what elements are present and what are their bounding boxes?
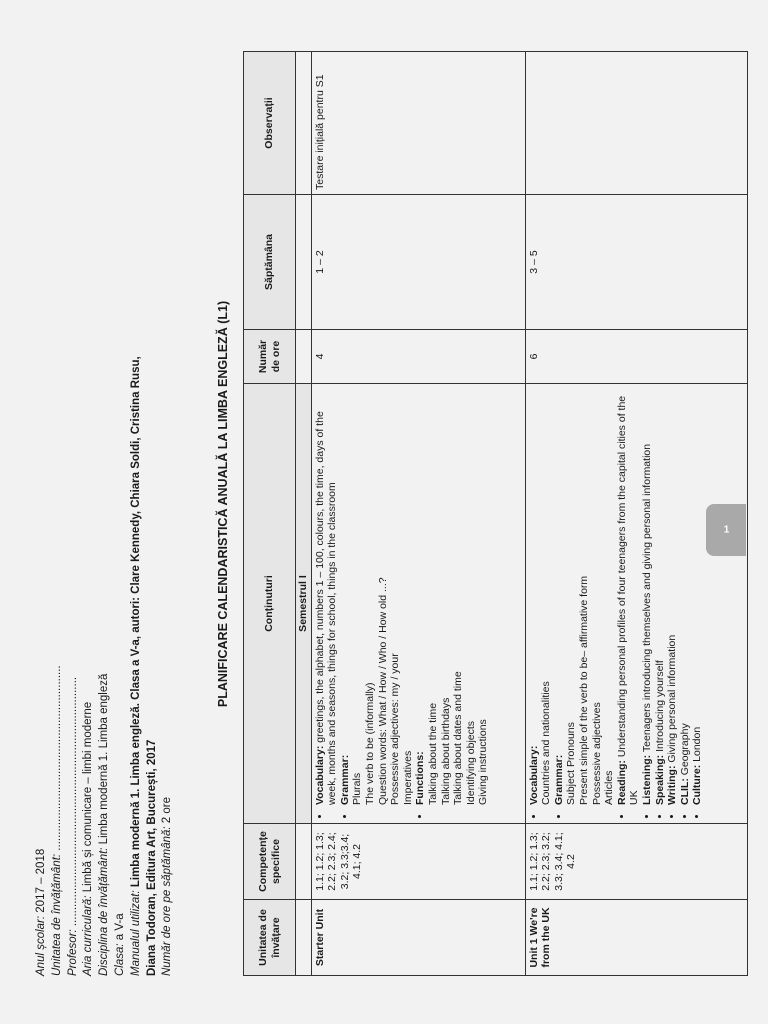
hours-cell: 4 bbox=[311, 330, 525, 384]
document-header bbox=[34, 356, 176, 976]
header-discipline: Disciplina de învățământ: Limba modernă 1. Limba engleză bbox=[98, 673, 111, 976]
header-curricular-area: Aria curriculară: Limbă și comunicare – limbi moderne bbox=[82, 701, 95, 976]
vocabulary-item: • Vocabulary: greetings, the alphabet, numbers 1 – 100, colours, the time, days of the week, months and seasons, things for school, things in the classroom bbox=[314, 388, 339, 805]
functions-item: • Functions: Talking about the time Talking about birthdays Talking about dates and time Identifying objects Giving instructions bbox=[414, 388, 490, 805]
culture-item: • Culture: London bbox=[691, 388, 704, 805]
contents-cell bbox=[525, 384, 747, 824]
speaking-item: • Speaking: Introducing yourself bbox=[654, 388, 667, 805]
document-title: PLANIFICARE CALENDARISTICĂ ANUALĂ LA LIMBA ENGLEZĂ (L1) bbox=[216, 300, 230, 708]
unit-name: Unit 1 We're from the UK bbox=[525, 900, 747, 976]
reading-item: • Reading: Understanding personal profiles of four teenagers from the capital cities of the UK bbox=[616, 388, 641, 805]
header-textbook: Manualul utilizat: Limba modernă 1. Limba engleză. Clasa a V-a, autori: Clare Kennedy, Chiara Soldi, Cristina Rusu, bbox=[129, 356, 142, 976]
grammar-item: • Grammar: Subject Pronouns Present simple of the verb to be– affirmative form Possessive adjectives Articles bbox=[553, 388, 616, 805]
header-school-unit: Unitatea de învățământ: .......................................................... bbox=[50, 665, 63, 976]
page-number-tab bbox=[706, 504, 746, 556]
column-header-competences: Competențe specifice bbox=[244, 824, 296, 900]
column-header-hours: Număr de ore bbox=[244, 330, 296, 384]
page-number: 1 bbox=[723, 524, 729, 536]
column-header-observations: Observații bbox=[244, 52, 296, 195]
column-header-contents: Conținuturi bbox=[244, 384, 296, 824]
listening-item: • Listening: Teenagers introducing themselves and giving personal information bbox=[641, 388, 654, 805]
header-textbook-authors: Diana Todoran, Editura Art, București, 2017 bbox=[145, 739, 158, 976]
header-class: Clasa: a V-a bbox=[113, 913, 126, 976]
column-header-week: Săptămâna bbox=[244, 195, 296, 330]
writing-item: • Writing: Giving personal information bbox=[666, 388, 679, 805]
vocabulary-item: • Vocabulary: Countries and nationalities bbox=[528, 388, 553, 805]
header-teacher: Profesor: .............................................................................. bbox=[66, 676, 79, 976]
unit-name: Starter Unit bbox=[311, 900, 525, 976]
observations-cell bbox=[525, 52, 747, 195]
table-header-row bbox=[244, 52, 296, 976]
clil-item: • CLIL: Geography bbox=[679, 388, 692, 805]
observations-cell: Testare inițială pentru S1 bbox=[311, 52, 525, 195]
week-cell: 3 – 5 bbox=[525, 195, 747, 330]
competences-cell: 1.1; 1.2; 1.3; 2.2; 2.3; 3.2; 3.3; 3.4; 4.1; 4.2 bbox=[525, 824, 747, 900]
grammar-item: • Grammar: Plurals The verb to be (informally) Question words: What / How / Who / How old ...? Possessive adjectives: my / your Imperatives bbox=[339, 388, 415, 805]
column-header-unit: Unitatea de învățare bbox=[244, 900, 296, 976]
header-school-year: Anul școlar: 2017 – 2018 bbox=[35, 848, 47, 976]
hours-cell: 6 bbox=[525, 330, 747, 384]
table-row bbox=[311, 52, 525, 976]
semester-row bbox=[296, 52, 312, 976]
competences-cell: 1.1; 1.2; 1.3; 2.2; 2.3; 2.4; 3.2; 3.3;3.4; 4.1; 4.2 bbox=[311, 824, 525, 900]
planning-table bbox=[243, 51, 748, 976]
contents-cell bbox=[311, 384, 525, 824]
semester-label: Semestrul I bbox=[296, 384, 312, 824]
header-hours-per-week: Număr de ore pe săptămână: 2 ore bbox=[161, 796, 174, 976]
week-cell: 1 – 2 bbox=[311, 195, 525, 330]
